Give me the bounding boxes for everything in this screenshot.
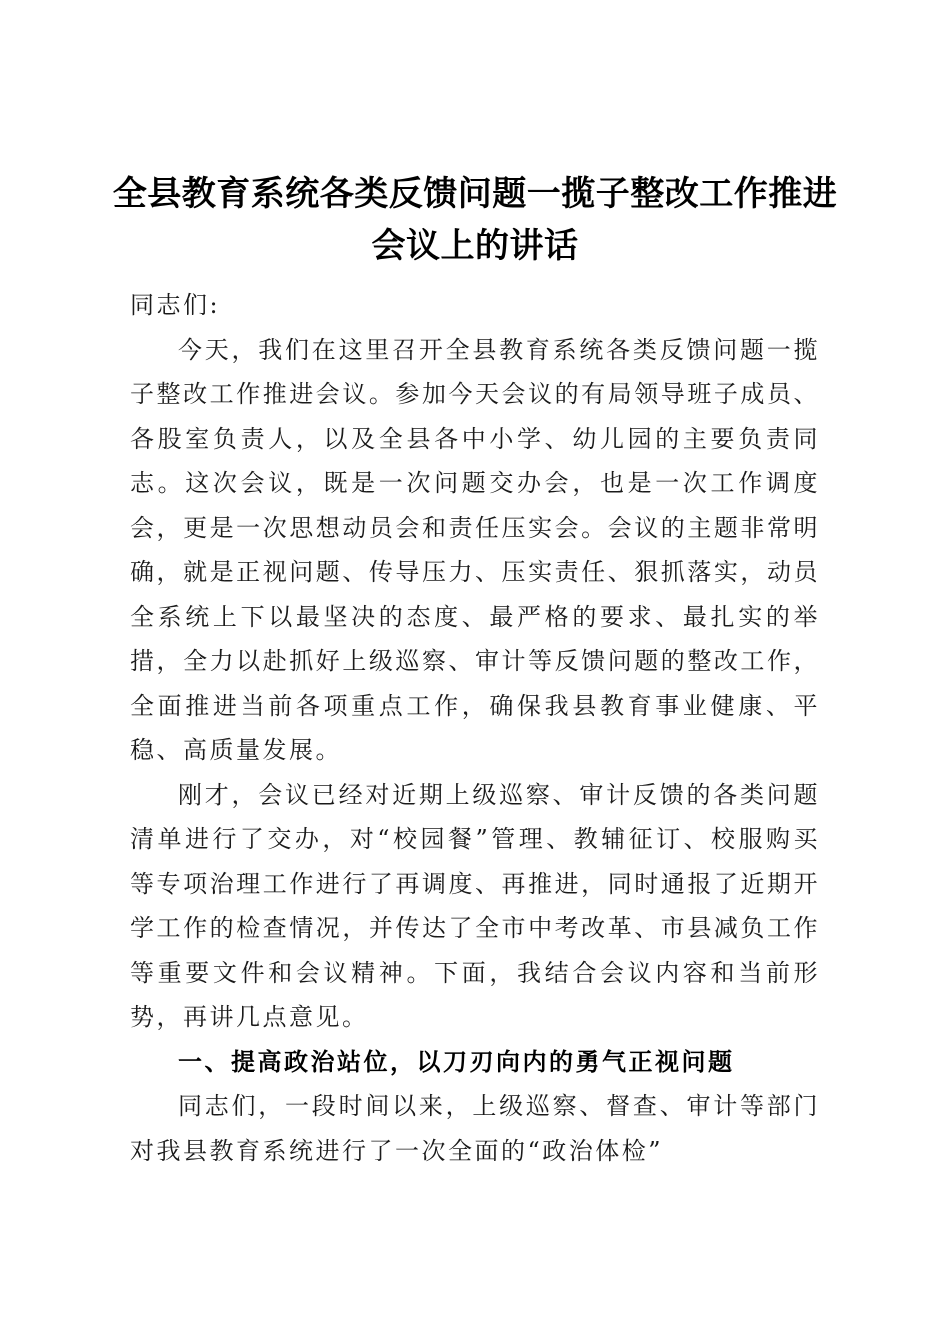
document-title: 全县教育系统各类反馈问题一揽子整改工作推进会议上的讲话 — [112, 174, 838, 266]
paragraph-opening: 今天，我们在这里召开全县教育系统各类反馈问题一揽子整改工作推进会议。参加今天会议的有局领导班子成员、各股室负责人，以及全县各中小学、幼儿园的主要负责同志。这次会议，既是一次问题交办会，也是一次工作调度会，更是一次思想动员会和责任压实会。会议的主题非常明确，就是正视问题、传导压力、压实责任、狠抓落实，动员全系统上下以最坚决的态度、最严格的要求、最扎实的举措，全力以赴抓好上级巡察、审计等反馈问题的整改工作，全面推进当前各项重点工作，确保我县教育事业健康、平稳、高质量发展。 — [130, 335, 820, 764]
section-heading-1: 一、提高政治站位，以刀刃向内的勇气正视问题 — [178, 1046, 735, 1076]
paragraph-section-1: 同志们，一段时间以来，上级巡察、督查、审计等部门对我县教育系统进行了一次全面的“政治体检” — [130, 1092, 820, 1165]
salutation: 同志们: — [130, 291, 221, 319]
paragraph-meeting-summary: 刚才，会议已经对近期上级巡察、审计反馈的各类问题清单进行了交办，对“校园餐”管理、教辅征订、校服购买等专项治理工作进行了再调度、再推进，同时通报了近期开学工作的检查情况，并传达了全市中考改革、市县减负工作等重要文件和会议精神。下面，我结合会议内容和当前形势，再讲几点意见。 — [130, 780, 820, 1031]
document-body — [130, 283, 820, 1173]
